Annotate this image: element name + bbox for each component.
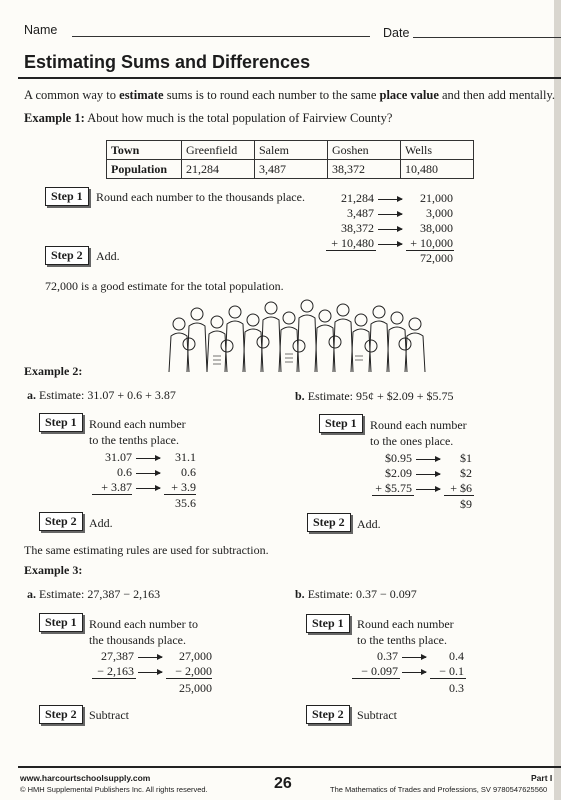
- ex2a-right-1: 0.6: [181, 465, 196, 479]
- underline: [164, 494, 196, 495]
- ex2a-result: 35.6: [175, 496, 196, 510]
- underline: [166, 678, 212, 679]
- ex1-left-3: + 10,480: [331, 236, 374, 250]
- ex3b-step1-badge: Step 1: [306, 614, 350, 633]
- intro-mid: sums is to round each number to the same: [163, 88, 380, 102]
- table-row: [107, 141, 474, 160]
- population-table: [106, 140, 474, 179]
- intro-bold-estimate: estimate: [119, 88, 164, 102]
- ex2b-result: $9: [460, 497, 472, 511]
- ex2b-left-0: $0.95: [385, 451, 412, 465]
- table-cell: 3,487: [255, 160, 328, 179]
- ex2b-right-0: $1: [460, 451, 472, 465]
- ex3b-step2-text: Subtract: [357, 708, 397, 722]
- page-title: Estimating Sums and Differences: [24, 52, 311, 72]
- example1-question-text: About how much is the total population of Fairview County?: [87, 111, 393, 125]
- ex2a-step2-text: Add.: [89, 516, 113, 530]
- example1-question: [24, 111, 392, 126]
- example1-conclusion: 72,000 is a good estimate for the total population.: [45, 279, 284, 293]
- ex2b-step1-line2: to the ones place.: [370, 434, 454, 448]
- ex3b-step2-badge: Step 2: [306, 705, 350, 724]
- ex3b-result: 0.3: [449, 681, 464, 695]
- ex2a-estimate: [27, 388, 176, 403]
- ex3b-estimate: [295, 587, 417, 602]
- ex2b-right-1: $2: [460, 466, 472, 480]
- intro-text: [24, 88, 555, 103]
- ex1-sum: 72,000: [420, 251, 453, 265]
- example3-label: Example 3:: [24, 563, 83, 577]
- footer-rule: [18, 766, 561, 768]
- ex3a-left-0: 27,387: [101, 649, 134, 663]
- intro-bold-place-value: place value: [379, 88, 439, 102]
- ex2a-estimate-text: Estimate: 31.07 + 0.6 + 3.87: [39, 388, 176, 402]
- ex1-right-3: + 10,000: [410, 236, 453, 250]
- ex3b-estimate-text: Estimate: 0.37 − 0.097: [307, 587, 417, 601]
- ex3b-step1-line2: to the tenths place.: [357, 633, 447, 647]
- ex1-left-1: 3,487: [347, 206, 374, 220]
- ex3a-step1-line2: the thousands place.: [89, 633, 186, 647]
- footer-book-title: The Mathematics of Trades and Professions, SV 9780547625560: [330, 785, 548, 794]
- date-label: Date: [383, 26, 410, 40]
- ex2a-step1-line2: to the tenths place.: [89, 433, 179, 447]
- table-cell: Wells: [401, 141, 474, 160]
- ex2b-estimate-text: Estimate: 95¢ + $2.09 + $5.75: [307, 389, 454, 403]
- name-label: Name: [24, 23, 58, 37]
- ex3a-right-1: − 2,000: [175, 664, 212, 678]
- step1-text: Round each number to the thousands place.: [96, 190, 305, 204]
- ex3a-step2-text: Subtract: [89, 708, 129, 722]
- ex3a-prefix: a.: [27, 587, 36, 601]
- ex2a-step1-badge: Step 1: [39, 413, 83, 432]
- title-rule: [18, 77, 561, 79]
- underline: [92, 678, 136, 679]
- ex3a-estimate: [27, 587, 160, 602]
- underline: [430, 678, 466, 679]
- table-cell: Greenfield: [182, 141, 255, 160]
- ex2b-step2-badge: Step 2: [307, 513, 351, 532]
- ex2a-prefix: a.: [27, 388, 36, 402]
- table-cell: Salem: [255, 141, 328, 160]
- date-line: [413, 37, 561, 38]
- page-number: 26: [274, 775, 292, 792]
- ex2a-right-2: + 3.9: [171, 480, 196, 494]
- footer-part: Part I: [531, 773, 553, 783]
- underline: [92, 494, 132, 495]
- table-cell: 10,480: [401, 160, 474, 179]
- ex2a-left-1: 0.6: [117, 465, 132, 479]
- intro-post: and then add mentally.: [438, 88, 556, 102]
- ex2b-left-1: $2.09: [385, 466, 412, 480]
- ex1-left-0: 21,284: [341, 191, 374, 205]
- ex3a-step1-line1: Round each number to: [89, 617, 198, 631]
- ex2b-left-2: + $5.75: [375, 481, 412, 495]
- ex2b-estimate: [295, 389, 454, 404]
- ex3a-right-0: 27,000: [179, 649, 212, 663]
- intro-pre: A common way to: [24, 88, 120, 102]
- table-cell: 21,284: [182, 160, 255, 179]
- underline: [352, 678, 400, 679]
- ex3a-step2-badge: Step 2: [39, 705, 83, 724]
- ex3b-step1-line1: Round each number: [357, 617, 454, 631]
- ex2a-right-0: 31.1: [175, 450, 196, 464]
- ex1-right-2: 38,000: [420, 221, 453, 235]
- ex1-right-1: 3,000: [426, 206, 453, 220]
- ex1-right-0: 21,000: [420, 191, 453, 205]
- underline: [326, 250, 376, 251]
- ex2a-step2-badge: Step 2: [39, 512, 83, 531]
- example1-label: Example 1:: [24, 111, 85, 125]
- underline: [372, 495, 414, 496]
- table-header-town: Town: [107, 141, 182, 160]
- ex1-left-2: 38,372: [341, 221, 374, 235]
- ex2b-step1-badge: Step 1: [319, 414, 363, 433]
- ex2a-left-2: + 3.87: [101, 480, 132, 494]
- footer-copyright: © HMH Supplemental Publishers Inc. All rights reserved.: [20, 785, 208, 794]
- step1-badge: Step 1: [45, 187, 89, 206]
- ex3b-right-0: 0.4: [449, 649, 464, 663]
- ex3b-left-1: − 0.097: [361, 664, 398, 678]
- ex2a-left-0: 31.07: [105, 450, 132, 464]
- step2-text: Add.: [96, 249, 120, 263]
- ex3b-left-0: 0.37: [377, 649, 398, 663]
- ex3a-step1-badge: Step 1: [39, 613, 83, 632]
- table-header-population: Population: [107, 160, 182, 179]
- name-line: [72, 36, 370, 37]
- ex2b-right-2: + $6: [450, 481, 472, 495]
- subtraction-note: The same estimating rules are used for subtraction.: [24, 543, 269, 557]
- crowd-illustration: [165, 296, 427, 372]
- ex2a-step1-line1: Round each number: [89, 417, 186, 431]
- step2-badge: Step 2: [45, 246, 89, 265]
- example2-label: Example 2:: [24, 364, 83, 378]
- ex3b-right-1: − 0.1: [439, 664, 464, 678]
- table-cell: Goshen: [328, 141, 401, 160]
- ex3a-estimate-text: Estimate: 27,387 − 2,163: [39, 587, 161, 601]
- ex3a-result: 25,000: [179, 681, 212, 695]
- ex2b-prefix: b.: [295, 389, 305, 403]
- table-row: [107, 160, 474, 179]
- ex3b-prefix: b.: [295, 587, 305, 601]
- underline: [444, 495, 474, 496]
- table-cell: 38,372: [328, 160, 401, 179]
- ex2b-step2-text: Add.: [357, 517, 381, 531]
- footer-url[interactable]: www.harcourtschoolsupply.com: [20, 773, 151, 783]
- ex2b-step1-line1: Round each number: [370, 418, 467, 432]
- page-edge: [554, 0, 561, 800]
- ex3a-left-1: − 2,163: [97, 664, 134, 678]
